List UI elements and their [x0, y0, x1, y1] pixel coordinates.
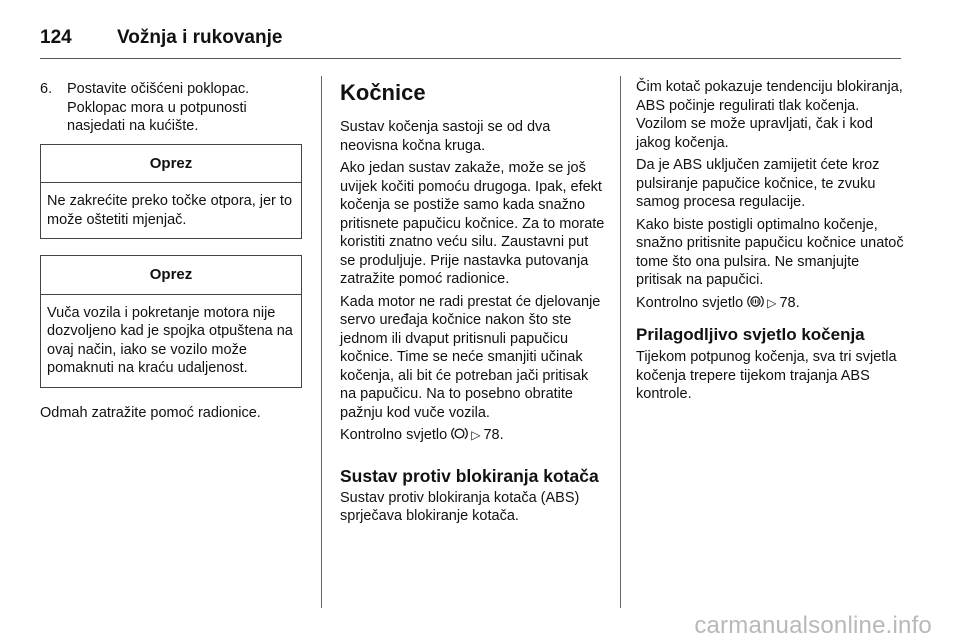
paragraph: Čim kotač pokazuje tendenciju blokiranja, ABS počinje regulirati tlak kočenja. Vozilom se može upravljati, čak i kod jakog kočenja.: [636, 79, 903, 151]
page-reference-arrow-icon: ▷: [471, 428, 481, 442]
paragraph: Sustav protiv blokiranja kotača (ABS) sprječava blokiranje kotača.: [340, 489, 580, 524]
column-divider-left: [321, 76, 322, 608]
paragraph: Sustav kočenja sastoji se od dva neovisna kočna kruga.: [340, 119, 551, 154]
caution-box: [40, 144, 302, 240]
middle-column: [340, 72, 606, 530]
caution-box: [40, 255, 302, 388]
abs-warning-icon: [747, 294, 764, 315]
running-title: Vožnja i rukovanje: [117, 27, 283, 48]
section-heading-adaptive-brake-light: Prilagodljivo svjetlo kočenja: [636, 325, 865, 344]
header-rule: [40, 58, 901, 59]
warning-light-reference: [636, 294, 904, 315]
warning-light-reference: [340, 426, 606, 447]
left-column: [40, 80, 302, 426]
page-reference[interactable]: 78.: [483, 427, 504, 443]
watermark: carmanualsonline.info: [694, 612, 932, 639]
page-header: [40, 18, 282, 58]
warning-light-label: Kontrolno svjetlo: [636, 294, 744, 311]
column-divider-right: [620, 76, 621, 608]
page-reference[interactable]: 78.: [779, 294, 800, 311]
page-number: 124: [40, 27, 72, 48]
caution-title: Oprez: [41, 256, 301, 295]
brake-warning-icon: [451, 426, 468, 447]
warning-light-label: Kontrolno svjetlo: [340, 427, 448, 443]
caution-text: Vuča vozila i pokretanje motora nije dozvoljeno kad je spojka otpuštena na ovaj način, iako se vozilo može pomaknuti na kraću udaljenost.: [47, 304, 293, 376]
step-number: 6.: [40, 81, 53, 97]
section-heading-brakes: Kočnice: [340, 80, 426, 105]
paragraph: Kada motor ne radi prestat će djelovanje servo uređaja kočnice nakon što ste jednom ili dvaput pritisnuli papučicu kočnice. Time se neće smanjiti učinak kočenja, ali bit će potreban jači pritisak na papučicu. Na to posebno obratite pažnju kod vuče vozila.: [340, 293, 601, 421]
right-column: [636, 78, 904, 408]
step-item: [40, 80, 302, 136]
paragraph: Tijekom potpunog kočenja, sva tri svjetla kočenja trepere tijekom trajanja ABS kontrole.: [636, 349, 897, 402]
step-text: Postavite očišćeni poklopac. Poklopac mora u potpunosti nasjedati na kućište.: [67, 81, 250, 134]
closing-text: Odmah zatražite pomoć radionice.: [40, 404, 261, 421]
page-reference-arrow-icon: ▷: [767, 295, 777, 310]
paragraph: Da je ABS uključen zamijetit ćete kroz pulsiranje papučice kočnice, te zvuku samog procesa regulacije.: [636, 157, 880, 210]
paragraph: Ako jedan sustav zakaže, može se još uvijek kočiti pomoću drugoga. Ipak, efekt kočenja se postiže samo kada snažno pritisnete papučicu kočnice. Za to morate koristiti znatno veću silu. Zaustavni put se produljuje. Prije nastavka putovanja zatražite pomoć radionice.: [340, 160, 605, 287]
paragraph: Kako biste postigli optimalno kočenje, snažno pritisnite papučicu kočnice unatoč tome što ona pulsira. Ne smanjujte pritisak na papučici.: [636, 216, 904, 288]
section-heading-abs: Sustav protiv blokiranja kotača: [340, 465, 599, 486]
caution-title: Oprez: [41, 145, 301, 184]
caution-text: Ne zakrećite preko točke otpora, jer to može oštetiti mjenjač.: [47, 193, 293, 228]
